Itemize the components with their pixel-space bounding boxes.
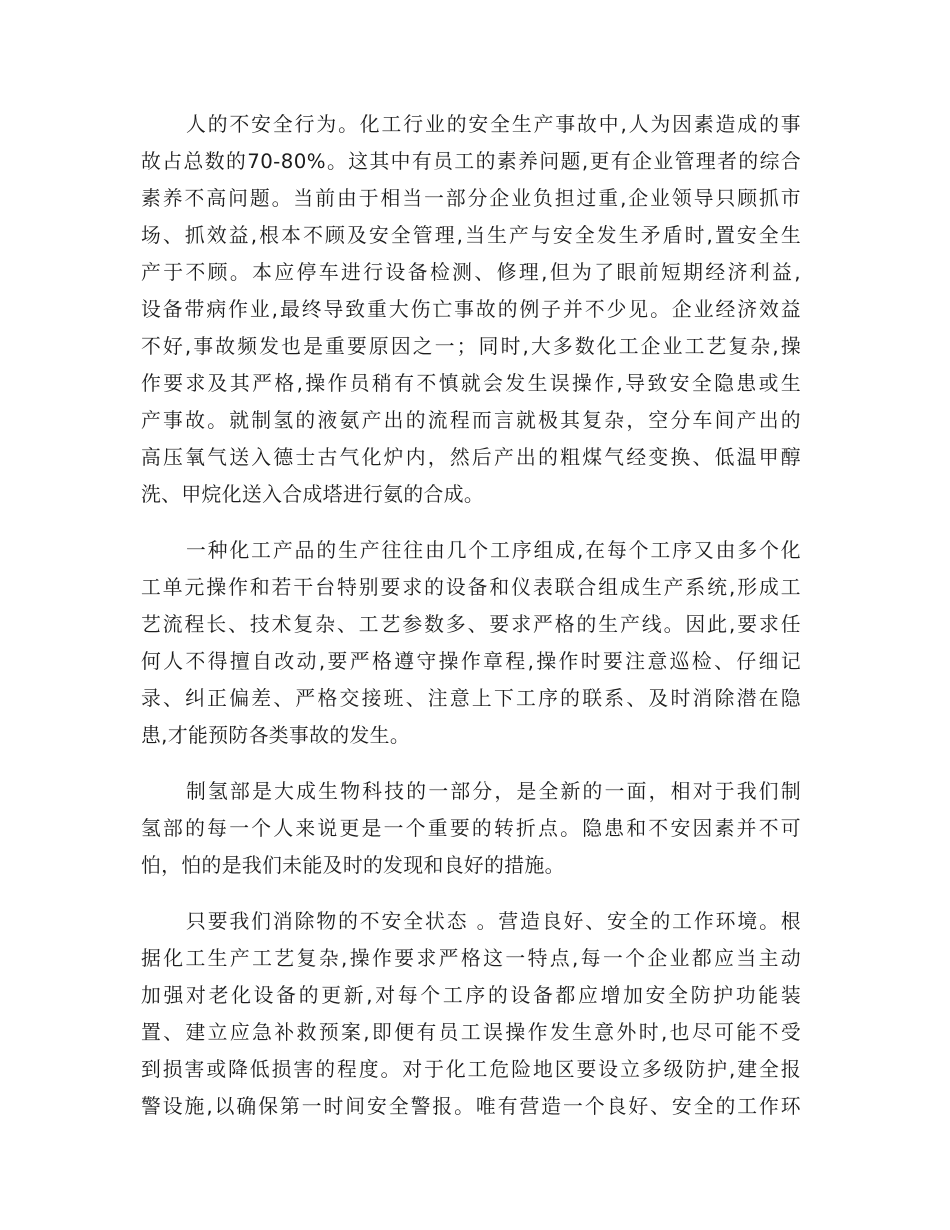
text-line: 艺流程长、技术复杂、工艺参数多、要求严格的生产线。因此,要求任 xyxy=(141,613,801,636)
text-line: 产事故。就制氢的液氨产出的流程而言就极其复杂，空分车间产出的 xyxy=(141,409,801,432)
paragraph-3 xyxy=(141,773,801,884)
text-line: 只要我们消除物的不安全状态 。营造良好、安全的工作环境。根 xyxy=(186,910,801,933)
text-line: 产于不顾。本应停车进行设备检测、修理,但为了眼前短期经济利益, xyxy=(141,261,801,284)
text-line: 一种化工产品的生产往往由几个工序组成,在每个工序又由多个化 xyxy=(186,539,801,562)
paragraph-2 xyxy=(141,532,801,754)
paragraph-4 xyxy=(141,903,801,1125)
text-line: 故占总数的70-80%。这其中有员工的素养问题,更有企业管理者的综合 xyxy=(141,150,801,173)
text-line: 作要求及其严格,操作员稍有不慎就会发生误操作,导致安全隐患或生 xyxy=(141,372,801,395)
text-line: 何人不得擅自改动,要严格遵守操作章程,操作时要注意巡检、仔细记 xyxy=(141,650,801,673)
text-line: 工单元操作和若干台特别要求的设备和仪表联合组成生产系统,形成工 xyxy=(141,576,801,599)
text-line: 高压氧气送入德士古气化炉内，然后产出的粗煤气经变换、低温甲醇 xyxy=(141,446,801,469)
text-line: 录、纠正偏差、严格交接班、注意上下工序的联系、及时消除潜在隐 xyxy=(141,687,801,710)
text-line: 据化工生产工艺复杂,操作要求严格这一特点,每一个企业都应当主动 xyxy=(141,947,801,970)
text-line: 不好,事故频发也是重要原因之一；同时,大多数化工企业工艺复杂,操 xyxy=(141,335,801,358)
text-line: 场、抓效益,根本不顾及安全管理,当生产与安全发生矛盾时,置安全生 xyxy=(141,224,801,247)
text-line: 氢部的每一个人来说更是一个重要的转折点。隐患和不安因素并不可 xyxy=(141,817,801,840)
text-line: 设备带病作业,最终导致重大伤亡事故的例子并不少见。企业经济效益 xyxy=(141,298,801,321)
text-line: 怕，怕的是我们未能及时的发现和良好的措施。 xyxy=(141,854,565,877)
text-line: 素养不高问题。当前由于相当一部分企业负担过重,企业领导只顾抓市 xyxy=(141,187,801,210)
paragraph-1 xyxy=(141,106,801,513)
text-line: 置、建立应急补救预案,即便有员工误操作发生意外时,也尽可能不受 xyxy=(141,1021,801,1044)
text-line: 洗、甲烷化送入合成塔进行氨的合成。 xyxy=(141,483,485,506)
text-line: 到损害或降低损害的程度。对于化工危险地区要设立多级防护,建全报 xyxy=(141,1058,801,1081)
text-line: 加强对老化设备的更新,对每个工序的设备都应增加安全防护功能装 xyxy=(141,984,801,1007)
text-line: 患,才能预防各类事故的发生。 xyxy=(141,724,411,747)
text-line: 制氢部是大成生物科技的一部分，是全新的一面，相对于我们制 xyxy=(186,780,801,803)
text-line: 警设施,以确保第一时间安全警报。唯有营造一个良好、安全的工作环 xyxy=(141,1095,801,1118)
text-line: 人的不安全行为。化工行业的安全生产事故中,人为因素造成的事 xyxy=(186,113,801,136)
body-text xyxy=(141,106,801,1144)
